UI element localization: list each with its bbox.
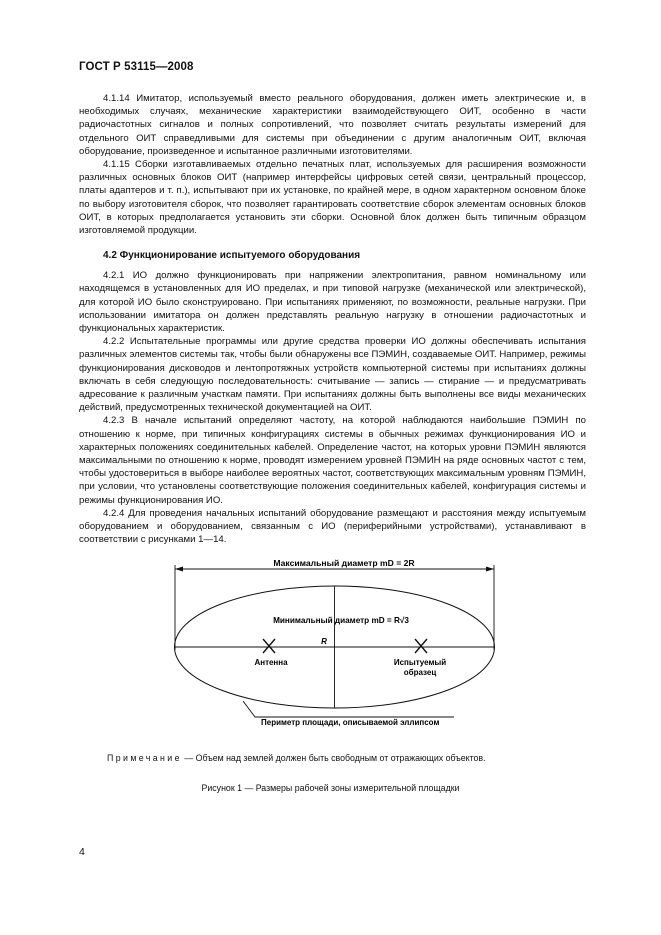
paragraph-4-2-4: 4.2.4 Для проведения начальных испытаний оборудование размещают и расстояния между испытуемым оборудованием и оборудованием, связанным с ИО (периферийными устройствами), устанавливают в соответствии с рисунками 1—14. — [79, 507, 586, 546]
note-text: — Объем над землей должен быть свободным от отражающих объектов. — [181, 753, 486, 763]
perimeter-label: Периметр площади, описываемой эллипсом — [261, 718, 440, 727]
paragraph-4-1-15: 4.1.15 Сборки изготавливаемых отдельно печатных плат, используемых для расширения возможности различных основных блоков ОИТ (например интерфейсы цифровых сетей связи, центральный процессор, платы адаптеров и т. п.), испытывают при их установке, по крайней мере, в одном характерном основном блоке по выбору изготовителя сборок, что позволяет гарантировать соответствие сборок элементам основных блоков ОИТ, в которых предполагается установить эти сборки. Основной блок должен быть типичным образцом изготовляемой продукции. — [79, 159, 586, 237]
antenna-label: Антенна — [254, 658, 288, 667]
figure-1-diagram — [79, 552, 586, 732]
min-diameter-label: Минимальный диаметр mD = R√3 — [273, 616, 409, 625]
max-diameter-arrow-right — [486, 567, 494, 572]
sample-label-line1: Испытуемый — [393, 658, 447, 667]
paragraph-4-1-14: 4.1.14 Имитатор, используемый вместо реального оборудования, должен иметь электрические и, в необходимых случаях, механические характеристики взаимодействующего ОИТ, особенно в части радиочастотных сигналов и полных сопротивлений, что позволяет считать результаты измерений для отдельного ОИТ справедливыми для системы при объединении с другим аналогичным ОИТ, включая оборудование, произведенное и испытанное различными изготовителями. — [79, 93, 586, 157]
radius-label: R — [321, 637, 327, 646]
paragraph-4-2-2: 4.2.2 Испытательные программы или другие средства проверки ИО должны обеспечивать испытания различных элементов системы так, чтобы были обнаружены все ПЭМИН, создаваемые ОИТ. Например, режимы функционирования дисководов и лентопротяжных устройств компьютерной системы при испытаниях должны включать в себя следующую последовательность: считывание — запись — стирание — и предусматривать адресование к различным участкам памяти. При испытаниях должны быть выполнены все виды механических действий, предусмотренных технической документацией на ОИТ. — [79, 336, 586, 414]
document-body — [79, 92, 586, 547]
figure-note — [107, 753, 486, 763]
page-number: 4 — [79, 846, 85, 858]
sample-label-line2: образец — [403, 668, 437, 677]
max-diameter-arrow-left — [175, 567, 183, 572]
paragraph-4-2-1: 4.2.1 ИО должно функционировать при напряжении электропитания, равном номинальному или находящемся в установленных для ИО пределах, и при типовой нагрузке (механической или электрической), для которой ИО было сконструировано. При испытаниях применяют, по возможности, реальные нагрузки. При использовании имитатора он должен представлять реальную нагрузку в отношении радиочастотных и функциональных характеристик. — [79, 270, 586, 335]
note-label: Примечание — [107, 753, 182, 763]
max-diameter-label: Максимальный диаметр mD = 2R — [273, 558, 415, 568]
standard-header: ГОСТ Р 53115—2008 — [79, 61, 194, 73]
figure-caption: Рисунок 1 — Размеры рабочей зоны измерительной площадки — [201, 783, 460, 793]
paragraph-4-2-3: 4.2.3 В начале испытаний определяют частоту, на которой наблюдаются наибольшие ПЭМИН по отношению к норме, при типичных конфигурациях системы в обычных режимах функционирования ИО и характерных положениях соединительных кабелей. Определение частот, на которых уровни ПЭМИН являются максимальными по отношению к норме, проводят измерением уровней ПЭМИН на ряде основных частот с тем, чтобы удостовериться в выборе наиболее вероятных частот, соответствующих максимальным уровням ПЭМИН, при условии, что установлены соответствующие положения соединительных кабелей, конфигурация системы и режимы функционирования ИО. — [79, 415, 586, 506]
section-title: 4.2 Функционирование испытуемого оборудования — [103, 250, 361, 262]
